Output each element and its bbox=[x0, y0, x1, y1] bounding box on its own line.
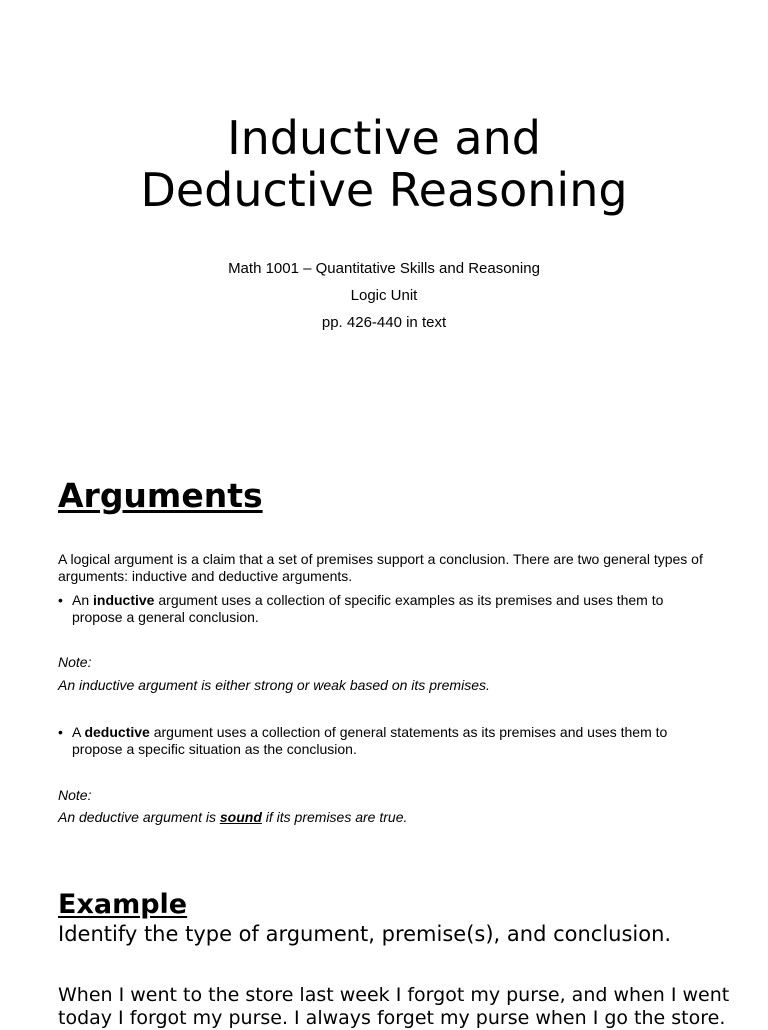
deductive-post: argument uses a collection of general statements as its premises and uses them to propose a specific situation as the conclusion. bbox=[72, 724, 668, 757]
note2-post: if its premises are true. bbox=[261, 809, 408, 825]
note-label-2: Note: bbox=[58, 787, 92, 803]
title-line-1: Inductive and bbox=[227, 111, 541, 165]
inductive-bullet bbox=[58, 592, 698, 626]
unit-name: Logic Unit bbox=[350, 287, 418, 304]
slide-subtitle bbox=[0, 255, 768, 336]
title-line-2: Deductive Reasoning bbox=[140, 163, 628, 217]
bullet-marker: • bbox=[58, 592, 63, 608]
inductive-term: inductive bbox=[93, 592, 155, 608]
course-name: Math 1001 – Quantitative Skills and Reasoning bbox=[228, 260, 540, 277]
note-label-1: Note: bbox=[58, 654, 92, 670]
arguments-intro: A logical argument is a claim that a set of premises support a conclusion. There are two general types of arguments: inductive and deductive arguments. bbox=[58, 551, 703, 584]
inductive-pre: An bbox=[72, 592, 94, 608]
example-body: When I went to the store last week I forgot my purse, and when I went today I forgot my purse. I always forget my purse when I go the store. bbox=[58, 984, 730, 1029]
arguments-heading: Arguments bbox=[58, 476, 263, 515]
note2-pre: An deductive argument is bbox=[58, 809, 220, 825]
sound-term: sound bbox=[219, 809, 262, 825]
example-question: Identify the type of argument, premise(s), and conclusion. bbox=[58, 922, 672, 946]
deductive-pre: A bbox=[72, 724, 85, 740]
deductive-bullet bbox=[58, 724, 698, 758]
inductive-post: argument uses a collection of specific examples as its premises and uses them to propose a general conclusion. bbox=[72, 592, 664, 625]
page-reference: pp. 426-440 in text bbox=[321, 314, 447, 331]
slide-title bbox=[0, 112, 768, 216]
bullet-marker: • bbox=[58, 724, 63, 740]
example-heading: Example bbox=[58, 889, 188, 920]
note-text-1: An inductive argument is either strong or weak based on its premises. bbox=[58, 677, 490, 693]
note-text-2 bbox=[58, 809, 407, 826]
deductive-term: deductive bbox=[84, 724, 150, 740]
